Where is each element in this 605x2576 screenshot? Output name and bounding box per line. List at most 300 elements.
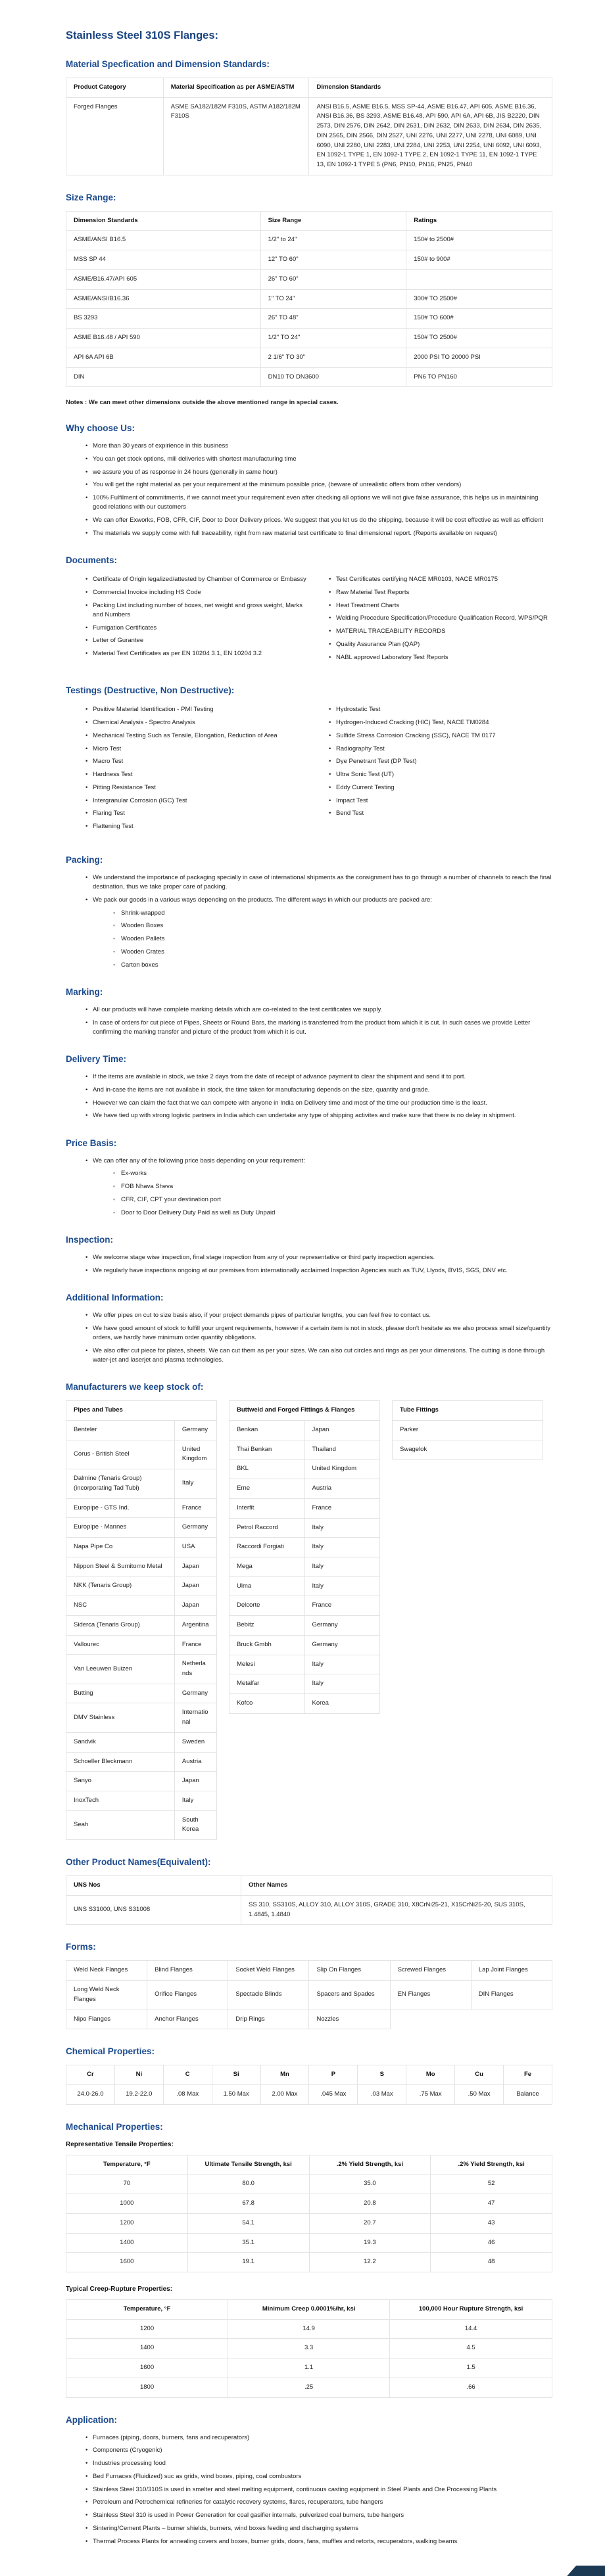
list-item: • And in-case the items are not availabe in stock, the time taken for manufacturing depends on the size, quantity and grade. bbox=[85, 1086, 552, 1095]
table-cell: Italy bbox=[304, 1538, 380, 1557]
table-cell: 1.50 Max bbox=[212, 2084, 260, 2104]
list-item: • Impact Test bbox=[329, 796, 552, 806]
documents-columns bbox=[66, 574, 552, 668]
table-cell: 1200 bbox=[66, 2319, 228, 2339]
list-item: ◦ Door to Door Delivery Duty Paid as well as Duty Unpaid bbox=[113, 1208, 552, 1218]
table-cell: 1.5 bbox=[390, 2358, 552, 2378]
table-cell: Slip On Flanges bbox=[309, 1961, 390, 1981]
table-cell: 35.1 bbox=[187, 2233, 309, 2253]
table-cell: USA bbox=[174, 1537, 216, 1557]
list-item: • Quality Assurance Plan (QAP) bbox=[329, 640, 552, 649]
table-cell: MSS SP 44 bbox=[66, 250, 261, 270]
table-header-row bbox=[66, 2155, 552, 2174]
table-cell: 1.1 bbox=[228, 2358, 390, 2378]
table-cell: 12" TO 60" bbox=[260, 250, 406, 270]
list-item: ◦ Ex-works bbox=[113, 1169, 552, 1178]
table-row bbox=[66, 309, 552, 329]
list-item: ◦ Wooden Boxes bbox=[113, 921, 552, 931]
table-cell: 47 bbox=[431, 2194, 552, 2214]
why-choose-us-list bbox=[66, 442, 552, 538]
table-cell: ASME SA182/182M F310S, ASTM A182/182M F310S bbox=[163, 97, 309, 175]
documents-list-right bbox=[309, 575, 552, 666]
table-cell: Spacers and Spades bbox=[309, 1981, 390, 2010]
table-cell: ASME/B16.47/API 605 bbox=[66, 269, 261, 289]
table-cell: United Kingdom bbox=[174, 1440, 216, 1469]
table-cell: Schoeller Bleckmann bbox=[66, 1752, 175, 1772]
table-row bbox=[66, 1772, 217, 1791]
table-cell: Raccordi Forgiati bbox=[230, 1538, 305, 1557]
table-cell: International bbox=[174, 1703, 216, 1732]
table-cell: Seah bbox=[66, 1810, 175, 1839]
list-item: • Hydrostatic Test bbox=[329, 705, 552, 714]
table-row bbox=[230, 1576, 380, 1596]
list-item: • Raw Material Test Reports bbox=[329, 588, 552, 597]
list-item: • Sintering/Cement Plants – burner shields, burners, wind boxes feeding and discharging systems bbox=[85, 2524, 552, 2533]
list-item: • Bed Furnaces (Fluidized) suc as grids, wind boxes, piping, coal combustors bbox=[85, 2472, 552, 2481]
table-cell: DIN bbox=[66, 367, 261, 387]
table-cell: 19.1 bbox=[187, 2253, 309, 2272]
column-header: 100,000 Hour Rupture Strength, ksi bbox=[390, 2299, 552, 2319]
table-cell: Parker bbox=[393, 1420, 543, 1440]
testings-list-left bbox=[66, 705, 309, 835]
table-cell: Japan bbox=[174, 1576, 216, 1596]
table-cell: 300# TO 2500# bbox=[406, 289, 552, 309]
table-cell: 19.3 bbox=[309, 2233, 431, 2253]
packing-list bbox=[66, 873, 552, 905]
table-row bbox=[230, 1557, 380, 1576]
table-cell: SS 310, SS310S, ALLOY 310, ALLOY 310S, GRADE 310, X8CrNi25-21, X15CrNi25-20, SUS 310S, 1.4845, 1.4840 bbox=[241, 1895, 552, 1924]
table-cell: Metalfar bbox=[230, 1674, 305, 1694]
table-cell: Kofco bbox=[230, 1694, 305, 1714]
column-header: Minimum Creep 0.0001%/hr, ksi bbox=[228, 2299, 390, 2319]
column-header: Material Specification as per ASME/ASTM bbox=[163, 78, 309, 98]
list-item: • Letter of Gurantee bbox=[85, 636, 309, 645]
buttweld-fittings-table bbox=[229, 1400, 380, 1714]
table-cell: Spectacle Blinds bbox=[228, 1981, 309, 2010]
table-cell: 48 bbox=[431, 2253, 552, 2272]
table-cell: Melesi bbox=[230, 1655, 305, 1674]
table-row bbox=[66, 2358, 552, 2378]
table-cell: Orifice Flanges bbox=[147, 1981, 228, 2010]
packing-sublist bbox=[66, 909, 552, 970]
table-cell: Germany bbox=[304, 1616, 380, 1636]
column-header: Ni bbox=[114, 2065, 163, 2085]
list-item: • Hydrogen-Induced Cracking (HIC) Test, NACE TM0284 bbox=[329, 718, 552, 727]
table-header-row bbox=[66, 78, 552, 98]
table-cell: Erne bbox=[230, 1479, 305, 1499]
list-item: • We welcome stage wise inspection, final stage inspection from any of your representative or third party inspection agencies. bbox=[85, 1253, 552, 1262]
table-cell: Germany bbox=[174, 1420, 216, 1440]
table-cell: 26" TO 60" bbox=[260, 269, 406, 289]
table-cell: 26" TO 48" bbox=[260, 309, 406, 329]
table-row bbox=[66, 269, 552, 289]
table-cell: Italy bbox=[304, 1518, 380, 1538]
list-item: • 100% Fulfilment of commitments, if we cannot meet your requirement even after checking all options we will not give false assurance, this helps us in maintaining good relations with our customers bbox=[85, 494, 552, 513]
list-item: • Certificate of Origin legalized/attested by Chamber of Commerce or Embassy bbox=[85, 575, 309, 584]
table-row bbox=[66, 1684, 217, 1703]
column-header: Ratings bbox=[406, 211, 552, 231]
column-header: Cr bbox=[66, 2065, 115, 2085]
table-title: Pipes and Tubes bbox=[66, 1401, 217, 1421]
table-row bbox=[66, 1961, 552, 1981]
table-row bbox=[66, 1518, 217, 1538]
list-item: • Petroleum and Petrochemical refineries for catalytic recovery systems, flares, recuperators, tube hangers bbox=[85, 2498, 552, 2507]
table-row bbox=[66, 1498, 217, 1518]
table-cell: 24.0-26.0 bbox=[66, 2084, 115, 2104]
table-cell: DMV Stainless bbox=[66, 1703, 175, 1732]
table-header-row bbox=[66, 2299, 552, 2319]
documents-list-left bbox=[66, 575, 309, 666]
table-row bbox=[66, 1615, 217, 1635]
table-cell: 67.8 bbox=[187, 2194, 309, 2214]
list-item: • Hardness Test bbox=[85, 770, 309, 779]
table-cell: Sweden bbox=[174, 1732, 216, 1752]
table-cell: 46 bbox=[431, 2233, 552, 2253]
table-cell: Vallourec bbox=[66, 1635, 175, 1655]
column-header: S bbox=[358, 2065, 406, 2085]
list-item: ◦ Carton boxes bbox=[113, 961, 552, 970]
table-cell: Nipo Flanges bbox=[66, 2010, 147, 2029]
column-header: P bbox=[309, 2065, 358, 2085]
table-row bbox=[230, 1596, 380, 1616]
table-cell: France bbox=[304, 1498, 380, 1518]
table-cell: 1000 bbox=[66, 2194, 188, 2214]
table-cell: Japan bbox=[174, 1772, 216, 1791]
column-header: .2% Yield Strength, ksi bbox=[309, 2155, 431, 2174]
page-title: Stainless Steel 310S Flanges: bbox=[66, 30, 219, 41]
column-header: Other Names bbox=[241, 1876, 552, 1896]
table-cell: 14.9 bbox=[228, 2319, 390, 2339]
section-heading-forms: Forms: bbox=[66, 1942, 96, 1952]
table-row bbox=[66, 2084, 552, 2104]
table-cell: .75 Max bbox=[406, 2084, 455, 2104]
table-cell: .50 Max bbox=[455, 2084, 504, 2104]
table-cell: 70 bbox=[66, 2174, 188, 2194]
column-header: Fe bbox=[504, 2065, 552, 2085]
table-row bbox=[66, 1420, 217, 1440]
table-row bbox=[230, 1694, 380, 1714]
table-cell: Argentina bbox=[174, 1615, 216, 1635]
material-spec-table bbox=[66, 78, 552, 175]
chemical-properties-table bbox=[66, 2065, 552, 2104]
table-row bbox=[393, 1420, 543, 1440]
table-cell: Nippon Steel & Sumitomo Metal bbox=[66, 1557, 175, 1576]
table-cell: Screwed Flanges bbox=[390, 1961, 471, 1981]
testings-list-right bbox=[309, 705, 552, 835]
list-item: • Sulfide Stress Corrosion Cracking (SSC), NACE TM 0177 bbox=[329, 731, 552, 741]
table-cell: .045 Max bbox=[309, 2084, 358, 2104]
list-item: • Ultra Sonic Test (UT) bbox=[329, 770, 552, 779]
column-header: Temperature, °F bbox=[66, 2155, 188, 2174]
list-item: • Intergranular Corrosion (IGC) Test bbox=[85, 796, 309, 806]
table-row bbox=[230, 1674, 380, 1694]
list-item: • More than 30 years of expirience in this business bbox=[85, 442, 552, 451]
list-item: • Components (Cryogenic) bbox=[85, 2446, 552, 2455]
section-heading-equivalent-names: Other Product Names(Equivalent): bbox=[66, 1857, 211, 1868]
table-cell: Italy bbox=[304, 1557, 380, 1576]
list-item: • We offer pipes on cut to size basis also, if your project demands pipes of particular lengths, you can feel free to contact us. bbox=[85, 1311, 552, 1320]
table-row bbox=[66, 1810, 217, 1839]
list-item: ◦ Wooden Pallets bbox=[113, 934, 552, 944]
table-row bbox=[66, 1635, 217, 1655]
table-cell: Mega bbox=[230, 1557, 305, 1576]
table-cell: Lap Joint Flanges bbox=[471, 1961, 552, 1981]
table-row bbox=[230, 1616, 380, 1636]
table-row bbox=[66, 329, 552, 348]
table-cell: Siderca (Tenaris Group) bbox=[66, 1615, 175, 1635]
table-cell: Benkan bbox=[230, 1420, 305, 1440]
table-cell: Corus - British Steel bbox=[66, 1440, 175, 1469]
table-cell: 12.2 bbox=[309, 2253, 431, 2272]
table-cell: 150# to 2500# bbox=[406, 231, 552, 250]
manufacturers-tables bbox=[66, 1400, 552, 1840]
table-cell bbox=[406, 269, 552, 289]
section-heading-packing: Packing: bbox=[66, 854, 103, 865]
list-item: • MATERIAL TRACEABILITY RECORDS bbox=[329, 627, 552, 636]
list-item: • Mechanical Testing Such as Tensile, Elongation, Reduction of Area bbox=[85, 731, 309, 741]
table-row bbox=[66, 250, 552, 270]
table-row bbox=[66, 1703, 217, 1732]
table-cell: Interfit bbox=[230, 1498, 305, 1518]
list-item: ◦ FOB Nhava Sheva bbox=[113, 1182, 552, 1191]
table-row bbox=[66, 1557, 217, 1576]
list-item: • We pack our goods in a various ways depending on the products. The different ways in which our products are packed are: bbox=[85, 896, 552, 905]
list-item: • We have tied up with strong logistic partners in India which can undertake any type of shipping activites and make sure that there is no delay in shipment. bbox=[85, 1111, 552, 1120]
creep-properties-table bbox=[66, 2299, 552, 2398]
table-cell: 80.0 bbox=[187, 2174, 309, 2194]
table-cell: Van Leeuwen Buizen bbox=[66, 1655, 175, 1684]
table-row bbox=[230, 1479, 380, 1499]
table-cell: 1" TO 24" bbox=[260, 289, 406, 309]
list-item: • Macro Test bbox=[85, 757, 309, 766]
table-cell: Austria bbox=[304, 1479, 380, 1499]
table-cell: EN Flanges bbox=[390, 1981, 471, 2010]
list-item: • We understand the importance of packaging specially in case of international shipments as the consignment has to go through a number of channels to reach the final destination, thus we take proper care of packing. bbox=[85, 873, 552, 892]
list-item: • Material Test Certificates as per EN 10204 3.1, EN 10204 3.2 bbox=[85, 649, 309, 658]
table-cell: DN10 TO DN3600 bbox=[260, 367, 406, 387]
table-cell: .66 bbox=[390, 2378, 552, 2397]
table-row bbox=[66, 348, 552, 367]
table-cell: 20.8 bbox=[309, 2194, 431, 2214]
table-cell: Sanyo bbox=[66, 1772, 175, 1791]
table-cell: 3.3 bbox=[228, 2339, 390, 2358]
table-cell: 4.5 bbox=[390, 2339, 552, 2358]
table-cell: Blind Flanges bbox=[147, 1961, 228, 1981]
column-header: Mn bbox=[260, 2065, 309, 2085]
list-item: • You will get the right material as per your requirement at the minimum possible price, (beware of unrealistic offers from other vendors) bbox=[85, 480, 552, 490]
table-title: Buttweld and Forged Fittings & Flanges bbox=[230, 1401, 380, 1421]
table-cell: 1/2" TO 24" bbox=[260, 329, 406, 348]
table-cell: 1800 bbox=[66, 2378, 228, 2397]
column-header: Size Range bbox=[260, 211, 406, 231]
table-row bbox=[66, 1537, 217, 1557]
column-header: Mo bbox=[406, 2065, 455, 2085]
table-cell: BKL bbox=[230, 1460, 305, 1479]
table-row bbox=[66, 1469, 217, 1498]
table-cell: .03 Max bbox=[358, 2084, 406, 2104]
table-header-row bbox=[66, 1401, 217, 1421]
section-heading-delivery-time: Delivery Time: bbox=[66, 1054, 127, 1065]
table-row bbox=[66, 2174, 552, 2194]
table-cell: United Kingdom bbox=[304, 1460, 380, 1479]
list-item: • Pitting Resistance Test bbox=[85, 783, 309, 793]
table-row bbox=[66, 97, 552, 175]
table-cell: Nozzles bbox=[309, 2010, 390, 2029]
table-cell: Benteler bbox=[66, 1420, 175, 1440]
list-item: • Chemical Analysis - Spectro Analysis bbox=[85, 718, 309, 727]
list-item: • We can offer Exworks, FOB, CFR, CIF, Door to Door Delivery prices. We suggest that you let us do the shipping, because it will be cost effective as well as efficient bbox=[85, 516, 552, 525]
table-cell: France bbox=[174, 1498, 216, 1518]
table-cell: BS 3293 bbox=[66, 309, 261, 329]
table-cell: 150# TO 2500# bbox=[406, 329, 552, 348]
section-heading-testings: Testings (Destructive, Non Destructive): bbox=[66, 685, 235, 696]
table-cell: 1600 bbox=[66, 2358, 228, 2378]
table-row bbox=[66, 231, 552, 250]
table-header-row bbox=[66, 211, 552, 231]
table-title: Tube Fittings bbox=[393, 1401, 543, 1421]
table-cell: Balance bbox=[504, 2084, 552, 2104]
delivery-time-list bbox=[66, 1072, 552, 1121]
table-row bbox=[66, 2319, 552, 2339]
size-range-table bbox=[66, 211, 552, 387]
section-heading-size-range: Size Range: bbox=[66, 192, 116, 202]
tube-fittings-table bbox=[392, 1400, 543, 1460]
table-cell: .08 Max bbox=[163, 2084, 212, 2104]
table-cell: Napa Pipe Co bbox=[66, 1537, 175, 1557]
column-header: UNS Nos bbox=[66, 1876, 241, 1896]
table-row bbox=[66, 1596, 217, 1616]
table-row bbox=[230, 1498, 380, 1518]
table-cell: Thai Benkan bbox=[230, 1440, 305, 1460]
application-list bbox=[66, 2433, 552, 2546]
column-header: Dimension Standards bbox=[309, 78, 552, 98]
list-item: • All our products will have complete marking details which are co-related to the test certificates we supply. bbox=[85, 1005, 552, 1015]
table-cell: Italy bbox=[304, 1576, 380, 1596]
table-cell: Long Weld Neck Flanges bbox=[66, 1981, 147, 2010]
table-row bbox=[66, 2213, 552, 2233]
table-cell: Italy bbox=[174, 1469, 216, 1498]
table-cell: Japan bbox=[174, 1557, 216, 1576]
table-row bbox=[230, 1460, 380, 1479]
table-cell: 1/2" to 24" bbox=[260, 231, 406, 250]
table-cell: Germany bbox=[174, 1684, 216, 1703]
table-row bbox=[66, 2339, 552, 2358]
table-row bbox=[230, 1440, 380, 1460]
list-item: • Stainless Steel 310 is used in Power Generation for coal gasifier internals, pulverized coal burners, tube hangers bbox=[85, 2511, 552, 2520]
column-header: C bbox=[163, 2065, 212, 2085]
column-header: Product Category bbox=[66, 78, 164, 98]
table-cell: Germany bbox=[304, 1635, 380, 1655]
table-row bbox=[66, 2233, 552, 2253]
list-item: • Flaring Test bbox=[85, 809, 309, 818]
list-item: • Furnaces (piping, doors, burners, fans and recuperators) bbox=[85, 2433, 552, 2443]
table-row bbox=[230, 1420, 380, 1440]
tensile-properties-label: Representative Tensile Properties: bbox=[66, 2140, 174, 2148]
column-header: Ultimate Tensile Strength, ksi bbox=[187, 2155, 309, 2174]
table-cell: 20.7 bbox=[309, 2213, 431, 2233]
table-row bbox=[66, 1791, 217, 1811]
table-cell: ASME/ANSI B16.5 bbox=[66, 231, 261, 250]
table-cell: Weld Neck Flanges bbox=[66, 1961, 147, 1981]
table-row bbox=[230, 1538, 380, 1557]
table-row bbox=[230, 1635, 380, 1655]
section-heading-documents: Documents: bbox=[66, 555, 118, 566]
list-item: • Stainless Steel 310/310S is used in smelter and steel melting equipment, continuous casting equipment in Steel Plants and Ore Processing Plants bbox=[85, 2485, 552, 2495]
column-header: Cu bbox=[455, 2065, 504, 2085]
table-cell: Dalmine (Tenaris Group) (incorporating Tad Tubi) bbox=[66, 1469, 175, 1498]
creep-properties-label: Typical Creep-Rupture Properties: bbox=[66, 2285, 173, 2293]
section-heading-marking: Marking: bbox=[66, 986, 103, 997]
testings-columns bbox=[66, 704, 552, 838]
section-heading-why-choose-us: Why choose Us: bbox=[66, 423, 135, 434]
table-cell: Sandvik bbox=[66, 1732, 175, 1752]
table-cell: Petrol Raccord bbox=[230, 1518, 305, 1538]
list-item: • Test Certificates certifying NACE MR0103, NACE MR0175 bbox=[329, 575, 552, 584]
pipes-and-tubes-table bbox=[66, 1400, 217, 1840]
list-item: • Bend Test bbox=[329, 809, 552, 818]
table-cell: Ulma bbox=[230, 1576, 305, 1596]
list-item: • The materials we supply come with full traceability, right from raw material test certificate to final dimensional report. (Reports available on request) bbox=[85, 529, 552, 538]
list-item: • we assure you of as response in 24 hours (generally in same hour) bbox=[85, 468, 552, 477]
list-item: • We have good amount of stock to fulfill your urgent requirements, however if a certain item is not in stock, please don't hesitate as we also process small size/quantity orders, we hardly have minimum order quantity obligations. bbox=[85, 1324, 552, 1343]
table-cell: 1200 bbox=[66, 2213, 188, 2233]
table-cell: ASME B16.48 / API 590 bbox=[66, 329, 261, 348]
table-row bbox=[66, 2253, 552, 2272]
table-row bbox=[230, 1655, 380, 1674]
section-heading-material-spec: Material Specfication and Dimension Standards: bbox=[66, 59, 270, 69]
table-cell: Korea bbox=[304, 1694, 380, 1714]
list-item: • Industries processing food bbox=[85, 2459, 552, 2468]
table-cell: 2.00 Max bbox=[260, 2084, 309, 2104]
table-cell: Europipe - GTS Ind. bbox=[66, 1498, 175, 1518]
table-cell: NKK (Tenaris Group) bbox=[66, 1576, 175, 1596]
table-cell: ANSI B16.5, ASME B16.5, MSS SP-44, ASME B16.47, API 605, ASME B16.36, ANSI B16.36, BS 3293, ASME B16.48, API 590, API 6A, API 6B, JIS B2220, DIN 2573, DIN 2576, DIN 2642, DIN 2631, DIN 2632, DIN 2633, DIN 2634, DIN 2635, DIN 2565, DIN 2566, DIN 2527, UNI 2276, UNI 2277, UNI 2278, UNI 6089, UNI 6090, UNI 2280, UNI 2283, UNI 2284, UNI 2253, UNI 2254, UNI 6092, UNI 6093, EN 1092-1 TYPE 1, EN 1092-1 TYPE 2, EN 1092-1 TYPE 11, EN 1092-1 TYPE 13, EN 1092-1 TYPE 5 (PN6, PN10, PN16, PN25, PN40 bbox=[309, 97, 552, 175]
section-heading-mechanical-properties: Mechanical Properties: bbox=[66, 2121, 163, 2132]
table-cell: Italy bbox=[304, 1655, 380, 1674]
list-item: • We can offer any of the following price basis depending on your requirement: bbox=[85, 1157, 552, 1166]
list-item: • If the items are available in stock, we take 2 days from the date of receipt of advance payment to clear the shipment and send it to port. bbox=[85, 1072, 552, 1082]
list-item: • Commercial Invoice including HS Code bbox=[85, 588, 309, 597]
table-cell: InoxTech bbox=[66, 1791, 175, 1811]
table-cell: 52 bbox=[431, 2174, 552, 2194]
table-row bbox=[66, 2194, 552, 2214]
table-cell: Japan bbox=[304, 1420, 380, 1440]
list-item: ◦ CFR, CIF, CPT your destination port bbox=[113, 1195, 552, 1205]
table-cell: 19.2-22.0 bbox=[114, 2084, 163, 2104]
table-cell: Anchor Flanges bbox=[147, 2010, 228, 2029]
price-basis-sublist bbox=[66, 1169, 552, 1218]
table-cell: Swagelok bbox=[393, 1440, 543, 1460]
table-cell: France bbox=[304, 1596, 380, 1616]
list-item: ◦ Shrink-wrapped bbox=[113, 909, 552, 918]
table-row bbox=[393, 1440, 543, 1460]
section-heading-price-basis: Price Basis: bbox=[66, 1138, 117, 1148]
table-row bbox=[66, 2010, 552, 2029]
list-item: • Positive Material Identification - PMI Testing bbox=[85, 705, 309, 714]
list-item: • Dye Penetrant Test (DP Test) bbox=[329, 757, 552, 766]
table-cell: NSC bbox=[66, 1596, 175, 1616]
notes-text: Notes : We can meet other dimensions outside the above mentioned range in special cases. bbox=[66, 399, 339, 407]
table-row bbox=[66, 1655, 217, 1684]
list-item: ◦ Wooden Crates bbox=[113, 948, 552, 957]
table-cell: .25 bbox=[228, 2378, 390, 2397]
section-heading-inspection: Inspection: bbox=[66, 1234, 114, 1245]
table-cell: 1400 bbox=[66, 2339, 228, 2358]
table-cell: DIN Flanges bbox=[471, 1981, 552, 2010]
table-cell: UNS S31000, UNS S31008 bbox=[66, 1895, 241, 1924]
table-cell: 2 1/6" TO 30" bbox=[260, 348, 406, 367]
table-cell: Italy bbox=[174, 1791, 216, 1811]
